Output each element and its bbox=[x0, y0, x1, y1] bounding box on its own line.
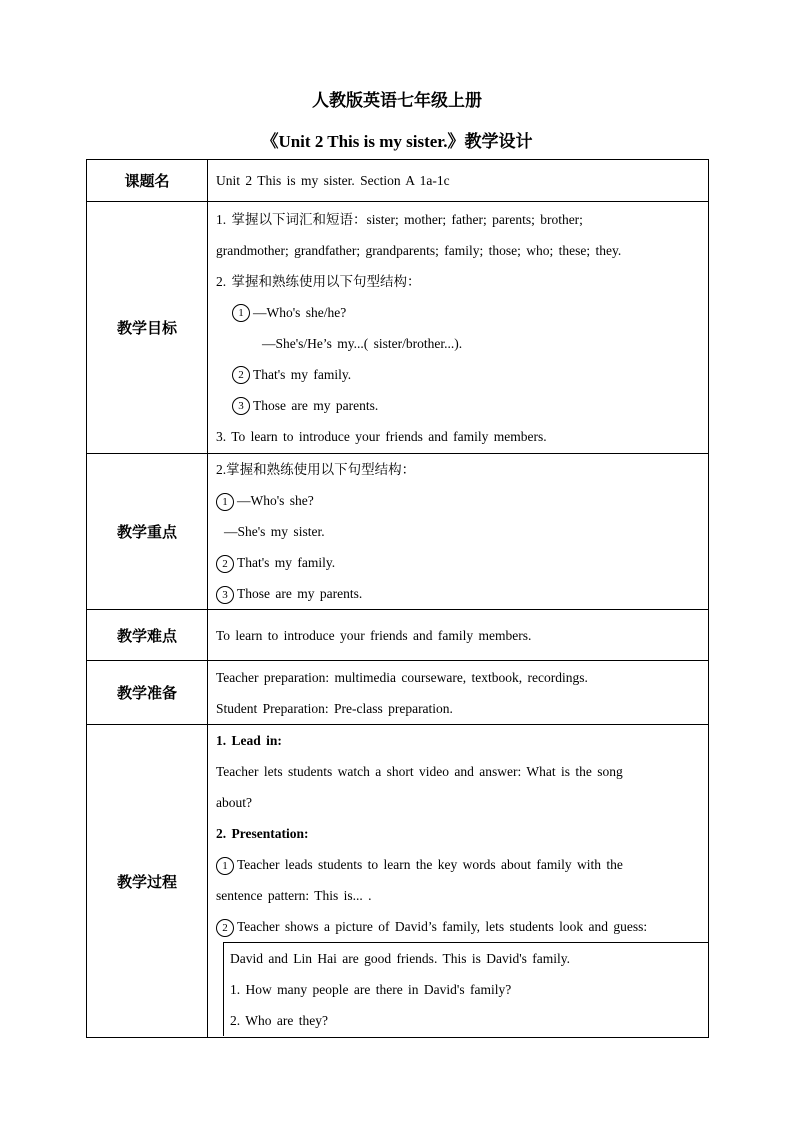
preparation-line: Student Preparation: Pre-class preparation. bbox=[216, 700, 453, 716]
process-item-text: Teacher shows a picture of David’s family, lets students look and guess: bbox=[237, 919, 648, 934]
objectives-item-text: Those are my parents. bbox=[253, 397, 379, 413]
objectives-line: 3. To learn to introduce your friends and family members. bbox=[216, 428, 547, 444]
table-row-process bbox=[87, 725, 709, 1038]
process-item bbox=[216, 911, 708, 942]
circled-number: 2 bbox=[232, 366, 250, 384]
row-label-preparation: 教学准备 bbox=[87, 661, 208, 725]
objectives-line: 1. 掌握以下词汇和短语：sister; mother; father; parents; brother; bbox=[216, 211, 583, 227]
objectives-item bbox=[216, 390, 708, 421]
lead-in-heading: 1. Lead in: bbox=[216, 733, 282, 748]
box-line: David and Lin Hai are good friends. This is David's family. bbox=[230, 951, 570, 966]
circled-number: 2 bbox=[216, 919, 234, 937]
row-label-difficulties: 教学难点 bbox=[87, 610, 208, 661]
preparation-content bbox=[208, 661, 709, 725]
circled-number: 2 bbox=[216, 555, 234, 573]
box-line: 2. Who are they? bbox=[230, 1013, 328, 1028]
key-points-item-text: That's my family. bbox=[237, 555, 336, 570]
row-label-topic: 课题名 bbox=[87, 160, 208, 202]
row-label-objectives: 教学目标 bbox=[87, 202, 208, 454]
table-row-preparation bbox=[87, 661, 709, 725]
lesson-plan-table bbox=[86, 159, 709, 1038]
objectives-item bbox=[216, 359, 708, 390]
process-line: about? bbox=[216, 795, 252, 810]
key-points-item bbox=[216, 485, 708, 516]
objectives-content bbox=[208, 202, 709, 454]
objectives-item: —She's/He’s my...( sister/brother...). bbox=[262, 335, 463, 351]
table-row-objectives bbox=[87, 202, 709, 454]
objectives-line: 2. 掌握和熟练使用以下句型结构： bbox=[216, 273, 421, 289]
circled-number: 1 bbox=[216, 857, 234, 875]
difficulties-text: To learn to introduce your friends and family members. bbox=[216, 627, 532, 643]
document-title: 人教版英语七年级上册 bbox=[312, 91, 482, 110]
process-line: Teacher lets students watch a short video and answer: What is the song bbox=[216, 764, 623, 779]
row-label-key-points: 教学重点 bbox=[87, 454, 208, 610]
difficulties-content bbox=[208, 610, 709, 661]
objectives-item-text: —Who's she/he? bbox=[253, 304, 347, 320]
circled-number: 3 bbox=[232, 397, 250, 415]
key-points-line: 2.掌握和熟练使用以下句型结构： bbox=[216, 462, 416, 477]
process-item-text: Teacher leads students to learn the key words about family with the bbox=[237, 857, 623, 872]
process-content bbox=[208, 725, 709, 1038]
objectives-item-text: That's my family. bbox=[253, 366, 352, 382]
process-line: sentence pattern: This is... . bbox=[216, 888, 372, 903]
presentation-heading: 2. Presentation: bbox=[216, 826, 309, 841]
document-subtitle: 《Unit 2 This is my sister.》教学设计 bbox=[261, 132, 533, 151]
topic-content bbox=[208, 160, 709, 202]
process-item bbox=[216, 849, 708, 880]
objectives-item bbox=[216, 297, 708, 328]
row-label-process: 教学过程 bbox=[87, 725, 208, 1038]
box-line: 1. How many people are there in David's family? bbox=[230, 982, 512, 997]
objectives-line: grandmother; grandfather; grandparents; family; those; who; these; they. bbox=[216, 242, 622, 258]
circled-number: 1 bbox=[216, 493, 234, 511]
circled-number: 1 bbox=[232, 304, 250, 322]
key-points-item-text: —Who's she? bbox=[237, 493, 314, 508]
key-points-item: —She's my sister. bbox=[224, 524, 325, 539]
key-points-item bbox=[216, 578, 708, 609]
preparation-line: Teacher preparation: multimedia courseware, textbook, recordings. bbox=[216, 669, 588, 685]
table-row-topic bbox=[87, 160, 709, 202]
inner-question-box bbox=[223, 942, 708, 1036]
circled-number: 3 bbox=[216, 586, 234, 604]
key-points-content bbox=[208, 454, 709, 610]
topic-text: Unit 2 This is my sister. Section A 1a-1c bbox=[216, 173, 450, 188]
table-row-difficulties bbox=[87, 610, 709, 661]
key-points-item bbox=[216, 547, 708, 578]
table-row-key-points bbox=[87, 454, 709, 610]
key-points-item-text: Those are my parents. bbox=[237, 586, 363, 601]
